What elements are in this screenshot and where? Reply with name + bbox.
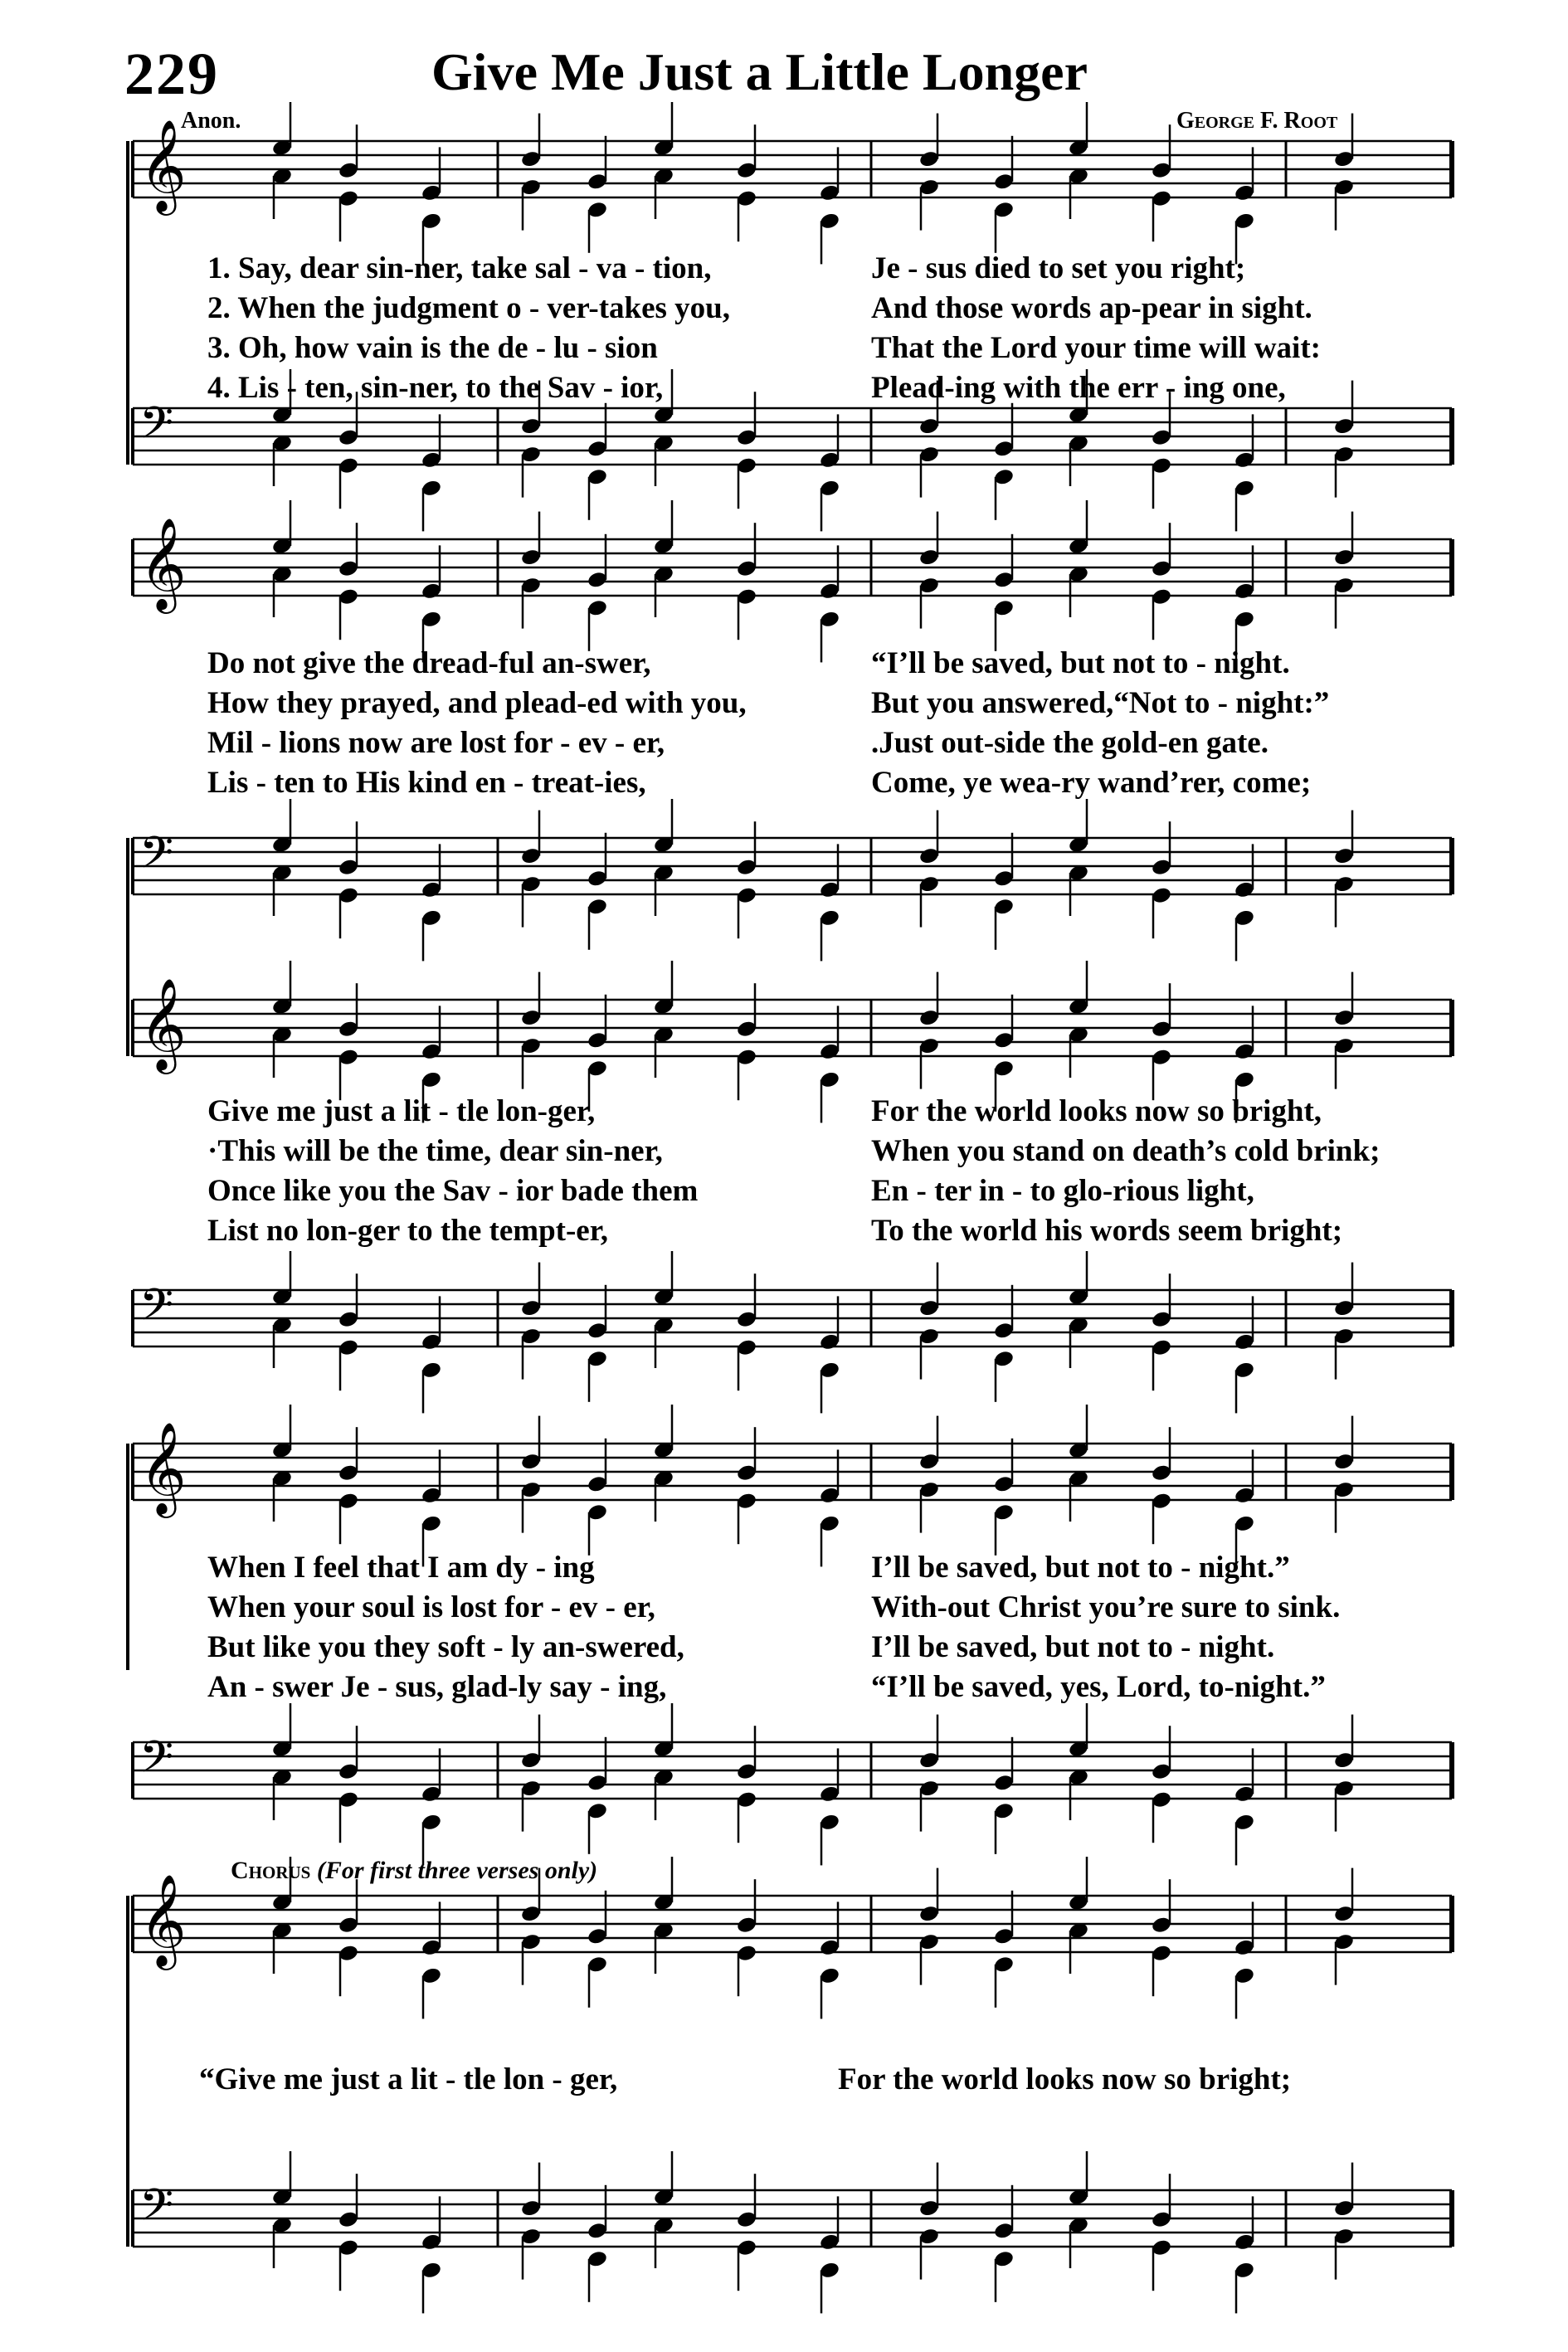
lyric-second-half: En - ter in - to glo-rious light, — [871, 1174, 1254, 1208]
lyric-block-system-4 — [207, 1550, 1427, 1709]
lyric-line — [207, 645, 1427, 685]
svg-text:𝄢: 𝄢 — [139, 2180, 174, 2242]
lyric-line — [207, 290, 1427, 330]
lyric-line — [207, 1173, 1427, 1213]
lyric-second-half: Plead-ing with the err - ing one, — [871, 371, 1286, 405]
lyric-second-half: And those words ap-pear in sight. — [871, 291, 1312, 325]
hymn-number: 229 — [124, 41, 219, 107]
lyric-line — [207, 1590, 1427, 1629]
lyric-first-half: Mil - lions now are lost for - ev - er, — [207, 726, 665, 760]
lyric-line — [207, 765, 1427, 805]
lyric-line — [207, 1093, 1427, 1133]
chorus-lyric-line — [199, 2062, 1292, 2097]
lyric-first-half: But like you they soft - ly an-swered, — [207, 1630, 684, 1664]
svg-text:𝄢: 𝄢 — [139, 1732, 174, 1794]
lyric-first-half: 3. Oh, how vain is the de - lu - sion — [207, 331, 658, 365]
chorus-heading — [231, 1857, 597, 1885]
lyric-first-half: When I feel that I am dy - ing — [207, 1551, 595, 1585]
lyric-first-half: When your soul is lost for - ev - er, — [207, 1590, 655, 1624]
lyric-first-half: ·This will be the time, dear sin-ner, — [207, 1134, 663, 1168]
lyric-second-half: I’ll be saved, but not to - night.” — [871, 1551, 1290, 1585]
lyric-line — [207, 1669, 1427, 1709]
lyric-second-half: For the world looks now so bright, — [871, 1094, 1322, 1128]
lyric-first-half: 1. Say, dear sin-ner, take sal - va - tion, — [207, 251, 712, 285]
svg-text:𝄢: 𝄢 — [139, 828, 174, 889]
svg-text:𝄞: 𝄞 — [139, 1421, 187, 1514]
chorus-label: Chorus — [231, 1857, 311, 1884]
lyricist-credit: Anon. — [181, 108, 241, 134]
lyric-line — [207, 1133, 1427, 1173]
lyric-first-half: Give me just a lit - tle lon-ger, — [207, 1094, 596, 1128]
lyric-second-half: To the world his words seem bright; — [871, 1214, 1343, 1248]
svg-text:𝄞: 𝄞 — [139, 977, 187, 1070]
lyric-line — [207, 1550, 1427, 1590]
lyric-line — [207, 1213, 1427, 1253]
lyric-first-half: 2. When the judgment o - ver-takes you, — [207, 291, 731, 325]
lyric-first-half: How they prayed, and plead-ed with you, — [207, 686, 747, 720]
lyric-line — [207, 251, 1427, 290]
svg-text:𝄢: 𝄢 — [139, 1280, 174, 1342]
lyric-second-half: With-out Christ you’re sure to sink. — [871, 1590, 1341, 1624]
lyric-first-half: Do not give the dread-ful an-swer, — [207, 646, 651, 680]
lyric-first-half: An - swer Je - sus, glad-ly say - ing, — [207, 1670, 667, 1704]
lyric-second-half: Come, ye wea-ry wand’rer, come; — [871, 766, 1312, 800]
lyric-first-half: Once like you the Sav - ior bade them — [207, 1174, 699, 1208]
lyric-first-half: “Give me just a lit - tle lon - ger, — [199, 2062, 618, 2096]
lyric-second-half: “I’ll be saved, yes, Lord, to-night.” — [871, 1670, 1326, 1704]
hymn-title: Give Me Just a Little Longer — [431, 42, 1088, 101]
lyric-second-half: When you stand on death’s cold brink; — [871, 1134, 1381, 1168]
lyric-second-half: .Just out-side the gold-en gate. — [871, 726, 1269, 760]
lyric-second-half: Je - sus died to set you right; — [871, 251, 1246, 285]
svg-text:𝄢: 𝄢 — [139, 398, 174, 460]
svg-text:𝄞: 𝄞 — [139, 517, 187, 610]
lyric-line — [207, 330, 1427, 370]
lyric-second-half: I’ll be saved, but not to - night. — [871, 1630, 1275, 1664]
composer-credit: George F. Root — [1176, 108, 1338, 134]
lyric-second-half: “I’ll be saved, but not to - night. — [871, 646, 1290, 680]
lyric-first-half: Lis - ten to His kind en - treat-ies, — [207, 766, 646, 800]
lyric-second-half: That the Lord your time will wait: — [871, 331, 1321, 365]
lyric-line — [207, 370, 1427, 410]
lyric-first-half: 4. Lis - ten, sin-ner, to the Sav - ior, — [207, 371, 664, 405]
lyric-line — [207, 725, 1427, 765]
lyric-second-half: But you answered,“Not to - night:” — [871, 686, 1330, 720]
lyric-block-system-1 — [207, 251, 1427, 410]
lyric-line — [207, 685, 1427, 725]
lyric-block-system-2 — [207, 645, 1427, 805]
svg-text:𝄞: 𝄞 — [139, 119, 187, 212]
svg-text:𝄞: 𝄞 — [139, 1873, 187, 1966]
lyric-first-half: List no lon-ger to the tempt-er, — [207, 1214, 608, 1248]
chorus-note: (For first three verses only) — [316, 1857, 598, 1884]
lyric-line — [207, 1629, 1427, 1669]
lyric-block-system-3 — [207, 1093, 1427, 1253]
lyric-second-half: For the world looks now so bright; — [838, 2062, 1292, 2096]
